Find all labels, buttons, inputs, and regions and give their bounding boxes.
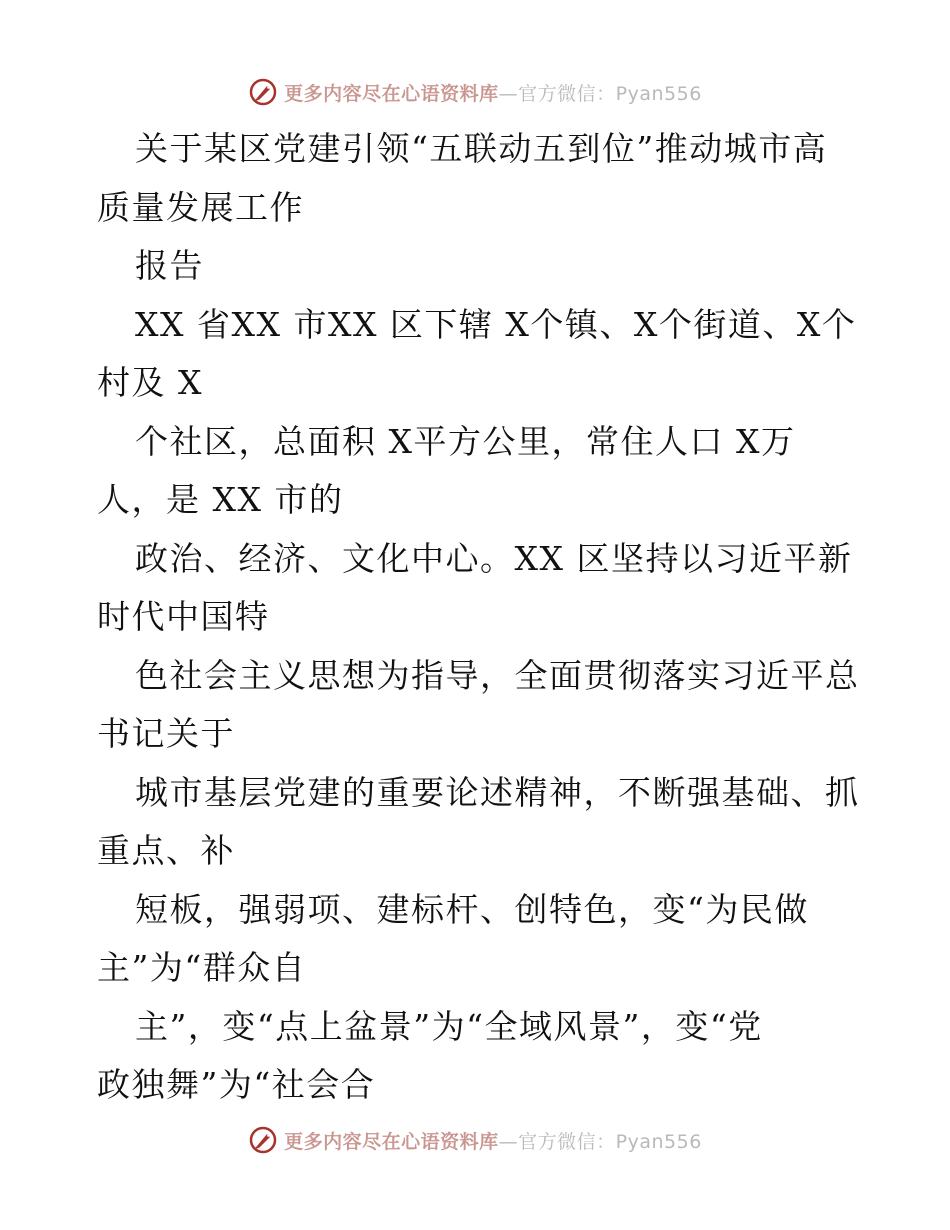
- footer-watermark: [0, 1120, 950, 1160]
- body-line: 书记关于: [97, 714, 235, 753]
- body-line: 主”为“群众自: [97, 948, 307, 987]
- body-line: XX 省XX 市XX 区下辖 X个镇、X个街道、X个: [135, 304, 857, 344]
- body-line: 时代中国特: [97, 597, 270, 636]
- body-line: 村及 X: [97, 363, 203, 402]
- pen-nib-logo-icon: [248, 1125, 278, 1155]
- body-line: 主”，变“点上盆景”为“全域风景”，变“党: [135, 1006, 763, 1046]
- watermark-main-text: 更多内容尽在心语资料库: [284, 82, 499, 105]
- body-line: 人，是 XX 市的: [97, 480, 344, 519]
- body-line: 政独舞”为“社会合: [97, 1065, 376, 1104]
- title-line: 质量发展工作: [97, 187, 304, 227]
- body-line: 城市基层党建的重要论述精神，不断强基础、抓: [135, 772, 860, 812]
- body-line: 重点、补: [97, 831, 235, 870]
- body-line: 短板，强弱项、建标杆、创特色，变“为民做: [135, 889, 809, 929]
- header-watermark: [0, 72, 950, 112]
- document-body: [97, 120, 877, 1115]
- pen-nib-logo-icon: [248, 77, 278, 107]
- watermark-main-text: 更多内容尽在心语资料库: [284, 1130, 499, 1153]
- watermark-sub-text: —官方微信：Pyan556: [498, 1130, 702, 1153]
- body-line: 个社区，总面积 X平方公里，常住人口 X万: [135, 421, 796, 461]
- watermark-sub-text: —官方微信：Pyan556: [498, 82, 702, 105]
- title-line: 关于某区党建引领“五联动五到位”推动城市高: [135, 129, 828, 168]
- body-line: 政治、经济、文化中心。XX 区坚持以习近平新: [135, 538, 853, 578]
- title-line: 报告: [135, 246, 204, 285]
- body-line: 色社会主义思想为指导，全面贯彻落实习近平总: [135, 655, 860, 695]
